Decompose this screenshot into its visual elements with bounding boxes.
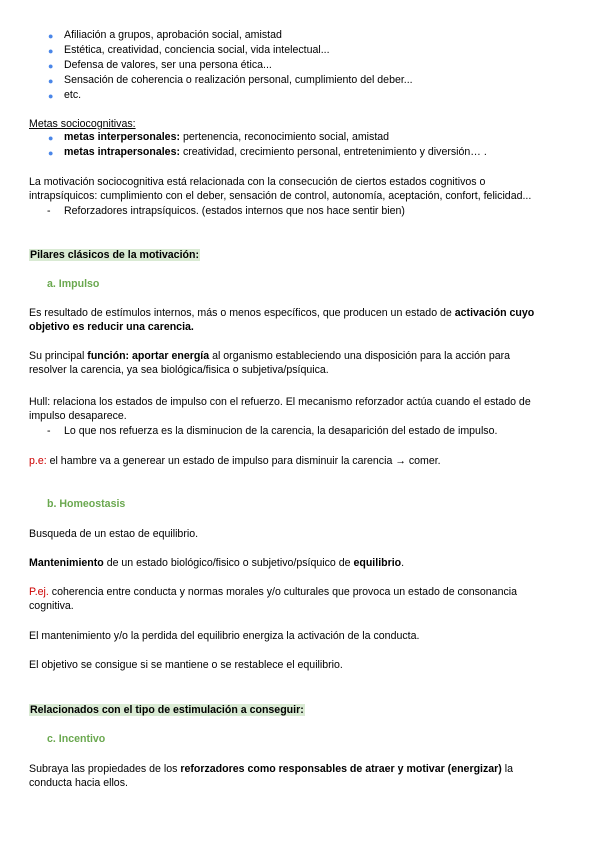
subsection-title-incentivo: c. Incentivo (47, 733, 106, 745)
metas-heading: Metas sociocognitivas: (29, 118, 136, 130)
bullet-icon: ● (48, 61, 54, 71)
list-item: Defensa de valores, ser una persona ética... (64, 59, 272, 71)
paragraph: conducta hacia ellos. (29, 777, 128, 789)
subsection-title-impulso: a. Impulso (47, 278, 100, 290)
paragraph: cognitiva. (29, 600, 74, 612)
bullet-icon: ● (48, 76, 54, 86)
list-item (64, 130, 389, 144)
bullet-icon: ● (48, 148, 54, 158)
paragraph: resolver la carencia, ya sea biológica/fisica o subjetiva/psíquica. (29, 364, 329, 376)
paragraph: La motivación sociocognitiva está relacionada con la consecución de ciertos estados cognitivos o (29, 176, 486, 188)
example-label: p.e: (29, 455, 47, 467)
paragraph: Busqueda de un estao de equilibrio. (29, 528, 199, 540)
bullet-icon: ● (48, 133, 54, 143)
bullet-icon: ● (48, 91, 54, 101)
paragraph: Su principal función: aportar energía al organismo estableciendo una disposición para la acción para (29, 350, 511, 362)
paragraph: El objetivo se consigue si se mantiene o se restablece el equilibrio. (29, 659, 343, 671)
example-label: P.ej. (29, 586, 49, 598)
list-item: Sensación de coherencia o realización personal, cumplimiento del deber... (64, 74, 413, 86)
list-item: Afiliación a grupos, aprobación social, amistad (64, 29, 282, 41)
paragraph: El mantenimiento y/o la perdida del equilibrio energiza la activación de la conducta. (29, 630, 420, 642)
paragraph: Es resultado de estímulos internos, más o menos específicos, que producen un estado de activación cuyo (29, 307, 535, 319)
metas-item-label: metas interpersonales: (64, 131, 180, 143)
subsection-title-homeostasis: b. Homeostasis (47, 498, 126, 510)
paragraph: impulso desaparece. (29, 410, 127, 422)
paragraph: Mantenimiento de un estado biológico/fisico o subjetivo/psíquico de equilibrio. (29, 557, 405, 569)
metas-item-text: creatividad, crecimiento personal, entretenimiento y diversión… . (180, 146, 487, 158)
paragraph: Subraya las propiedades de los reforzadores como responsables de atraer y motivar (energizar) la (29, 763, 514, 775)
list-item: etc. (64, 89, 82, 101)
paragraph: Hull: relaciona los estados de impulso con el refuerzo. El mecanismo reforzador actúa cuando el estado de (29, 396, 531, 408)
dash-marker: - (47, 205, 51, 217)
list-item (64, 145, 487, 159)
section-heading-relacionados: Relacionados con el tipo de estimulación a conseguir: (30, 704, 304, 716)
dash-marker: - (47, 425, 51, 437)
bullet-icon: ● (48, 46, 54, 56)
metas-item-text: pertenencia, reconocimiento social, amistad (180, 131, 390, 143)
dash-item: Lo que nos refuerza es la disminucion de la carencia, la desaparición del estado de impulso. (64, 425, 498, 437)
list-item: Estética, creatividad, conciencia social, vida intelectual... (64, 44, 330, 56)
metas-item-label: metas intrapersonales: (64, 146, 180, 158)
dash-item: Reforzadores intrapsíquicos. (estados internos que nos hace sentir bien) (64, 205, 405, 217)
paragraph: intrapsíquicos: cumplimiento con el deber, sensación de control, autonomía, aceptación, confort, felicidad... (29, 190, 532, 202)
paragraph: objetivo es reducir una carencia. (29, 321, 194, 333)
bullet-icon: ● (48, 31, 54, 41)
section-heading-pilares: Pilares clásicos de la motivación: (30, 249, 199, 261)
example-paragraph: p.e: el hambre va a generear un estado de impulso para disminuir la carencia → comer. (29, 455, 441, 467)
example-paragraph: P.ej. coherencia entre conducta y normas morales y/o culturales que provoca un estado de consonancia (29, 586, 518, 598)
